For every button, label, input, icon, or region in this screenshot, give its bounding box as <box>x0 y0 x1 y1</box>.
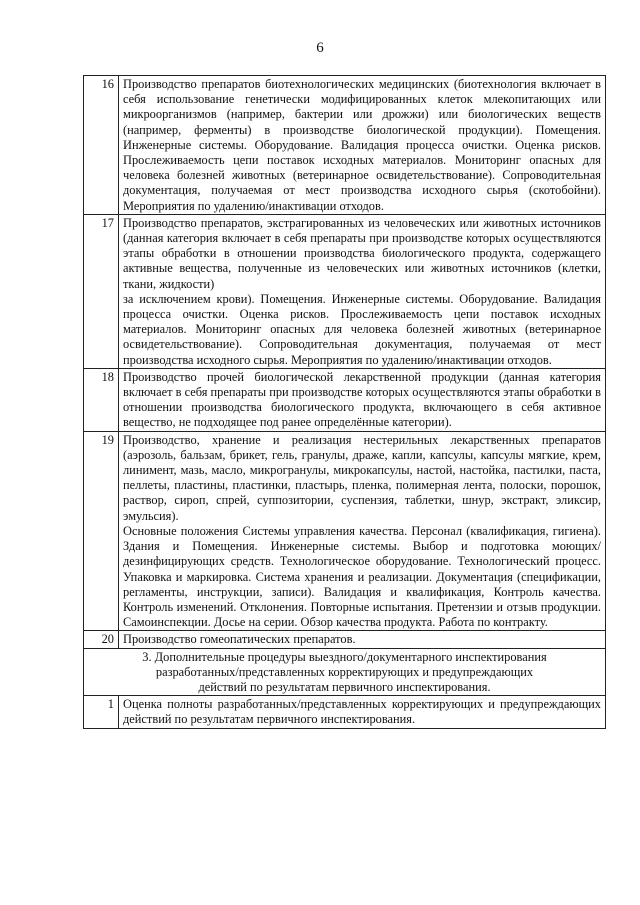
section-heading-line: действий по результатам первичного инспектирования. <box>198 679 491 694</box>
row-number: 18 <box>84 368 119 431</box>
row-text <box>119 696 606 728</box>
row-paragraph: Основные положения Системы управления качества. Персонал (квалификация, гигиена). Здания и Помещения. Инженерные системы. Выбор и подготовка моющих/дезинфицирующих средств. Технологическое оборудование. Технологический процесс. Упаковка и маркировка. Система хранения и реализации. Документация (спецификации, регламенты, инструкции, записи). Валидация и квалификация, Контроль качества. Контроль изменений. Отклонения. Повторные испытания. Претензии и отзыв продукции. Самоинспекции. Досье на серии. Обзор качества продукта. Работа по контракту. <box>123 523 601 630</box>
row-paragraph: Производство прочей биологической лекарственной продукции (данная категория включает в себя препараты при производстве которых осуществляются этапы обработки в отношении производства биологического продукта, включающего в себя активное вещество, не подходящее под ранее определённые категории). <box>123 369 601 430</box>
table-row <box>84 368 606 431</box>
row-paragraph: Оценка полноты разработанных/представленных корректирующих и предупреждающих действий по результатам первичного инспектирования. <box>123 697 601 727</box>
table-row <box>84 76 606 215</box>
section-heading-line: разработанных/представленных корректирующих и предупреждающих <box>155 664 534 679</box>
section-heading <box>84 648 606 696</box>
row-number: 17 <box>84 214 119 368</box>
row-text <box>119 631 606 648</box>
row-paragraph: Производство, хранение и реализация нестерильных лекарственных препаратов (аэрозоль, бальзам, брикет, гель, гранулы, драже, капли, капсулы, капсулы мягкие, крем, линимент, мазь, масло, микрогранулы, микрокапсулы, настой, настойка, пастилки, паста, пеллеты, пластины, пластинки, пластырь, пленка, полимерная лента, полоски, порошок, раствор, сироп, спрей, суппозитории, суспензия, таблетки, шнур, экстракт, эликсир, эмульсия). <box>123 432 601 523</box>
section-header-row <box>84 648 606 696</box>
row-number: 16 <box>84 76 119 215</box>
row-paragraph: за исключением крови). Помещения. Инженерные системы. Оборудование. Валидация процесса очистки. Оценка рисков. Прослеживаемость цепи поставок исходных материалов. Мониторинг опасных для человека болезней животных (ветеринарное освидетельствование). Сопроводительная документация, получаемая от мест производства исходного сырья. Мероприятия по удалению/инактивации отходов. <box>123 291 601 367</box>
section-heading-line: 3. Дополнительные процедуры выездного/документарного инспектирования <box>142 649 547 664</box>
row-paragraph: Производство гомеопатических препаратов. <box>123 632 356 647</box>
row-text <box>119 431 606 631</box>
procedures-table <box>83 75 606 729</box>
row-text <box>119 214 606 368</box>
page-number: 6 <box>316 40 324 56</box>
row-text <box>119 76 606 215</box>
row-paragraph: Производство препаратов биотехнологических медицинских (биотехнология включает в себя использование генетически модифицированных клеток млекопитающих или микроорганизмов (например, бактерии или дрожжи) или биологических веществ (например, ферменты) в производстве биологической продукции). Помещения. Инженерные системы. Оборудование. Валидация процесса очистки. Оценка рисков. Прослеживаемость цепи поставок исходных материалов. Мониторинг опасных для человека болезней животных (ветеринарное освидетельствование). Сопроводительная документация, получаемая от мест производства исходного сырья (скотобойни). Мероприятия по удалению/инактивации отходов. <box>123 77 601 213</box>
row-number: 20 <box>84 631 119 648</box>
row-paragraph: Производство препаратов, экстрагированных из человеческих или животных источников (данная категория включает в себя препараты при производстве которых осуществляются этапы обработки в отношении производства биологического продукта, содержащего активные вещества, полученные из человеческих или животных источников (клетки, ткани, жидкости) <box>123 215 601 291</box>
table-row <box>84 696 606 728</box>
row-number: 19 <box>84 431 119 631</box>
row-text <box>119 368 606 431</box>
row-number: 1 <box>84 696 119 728</box>
table-row <box>84 431 606 631</box>
table-row <box>84 214 606 368</box>
table-row <box>84 631 606 648</box>
